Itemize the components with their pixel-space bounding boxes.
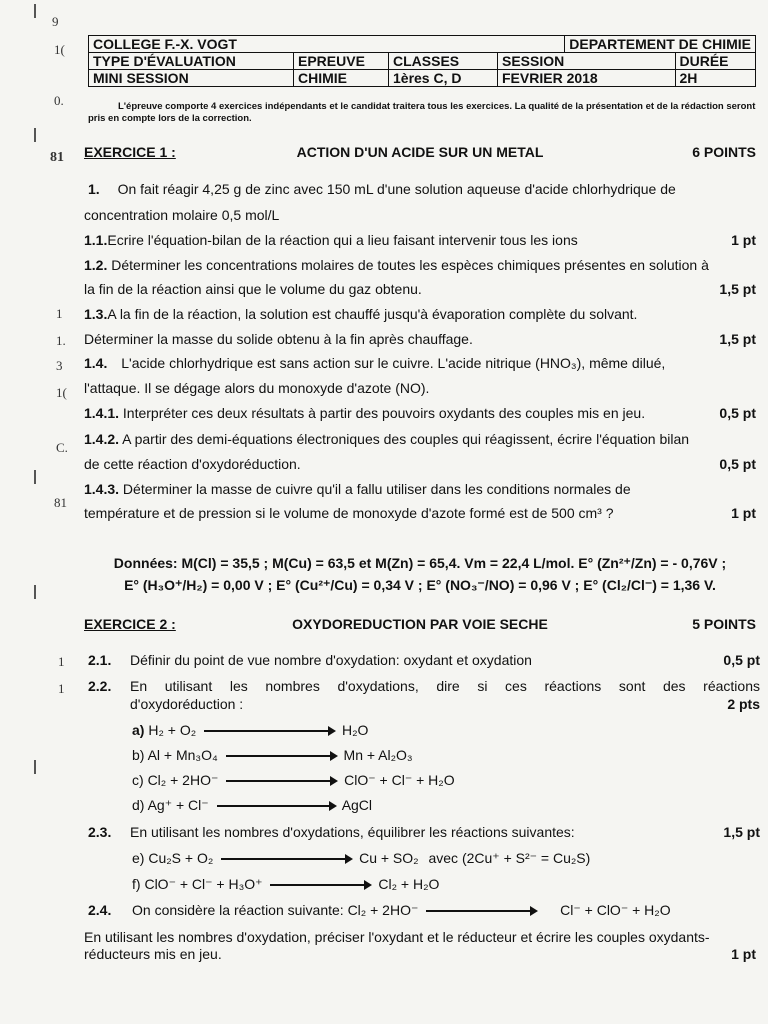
exercise-points: 5 POINTS <box>692 616 756 632</box>
margin-tick <box>34 4 36 18</box>
reaction-arrow <box>270 884 370 886</box>
question-number: 1.4.2. <box>84 431 120 447</box>
margin-mark: 9 <box>52 14 59 29</box>
question-text: On fait réagir 4,25 g de zinc avec 150 mL d'une solution aqueuse d'acide chlorhydrique de <box>117 181 676 197</box>
reaction-arrow <box>204 730 334 732</box>
question-text: Déterminer la masse du solide obtenu à la fin après chauffage. <box>84 331 473 347</box>
reaction-label: f) <box>132 876 141 892</box>
question-2-3-points: 1,5 pt <box>723 824 760 840</box>
margin-tick <box>34 470 36 484</box>
question-number: 1.2. <box>84 257 108 273</box>
header-cell: FEVRIER 2018 <box>498 70 676 87</box>
question-points: 1 pt <box>731 232 756 248</box>
reaction-arrow <box>217 805 335 807</box>
question-text: la fin de la réaction ainsi que le volume du gaz obtenu. <box>84 281 422 297</box>
header-cell: DURÉE <box>675 53 755 70</box>
header-cell: SESSION <box>498 53 676 70</box>
question-1-2 <box>84 255 756 275</box>
question-points: 1,5 pt <box>719 281 756 297</box>
reaction-reactants: Al + Mn₃O₄ <box>147 747 218 763</box>
question-2-4-text-2: En utilisant les nombres d'oxydation, préciser l'oxydant et le réducteur et écrire les couples oxydants- <box>84 929 710 945</box>
exam-header-table <box>88 35 756 87</box>
reaction-products: Cl₂ + H₂O <box>378 876 440 892</box>
question-number: 1.4. <box>84 355 108 371</box>
question-text: Déterminer les concentrations molaires de toutes les espèces chimiques présentes en solution à <box>111 257 709 273</box>
reaction-arrow <box>221 858 351 860</box>
question-1-3 <box>84 304 756 324</box>
question-1-4 <box>84 353 756 373</box>
exercise-points: 6 POINTS <box>692 144 756 160</box>
reaction-a <box>132 722 368 742</box>
header-cell: MINI SESSION <box>89 70 294 87</box>
question-1-2-cont <box>84 279 756 299</box>
exercise-1-heading <box>84 144 756 164</box>
question-points: 0,5 pt <box>719 456 756 472</box>
question-1-3-cont <box>84 329 756 349</box>
header-cell: CHIMIE <box>294 70 389 87</box>
question-1-cont: concentration molaire 0,5 mol/L <box>84 207 280 223</box>
question-1-1 <box>84 230 756 250</box>
question-text: Interpréter ces deux résultats à partir des pouvoirs oxydants des couples mis en jeu. <box>122 405 646 421</box>
exercise-number: EXERCICE 1 : <box>84 144 176 160</box>
question-1-4-3-cont <box>84 503 756 523</box>
exercise-number: EXERCICE 2 : <box>84 616 176 632</box>
reaction-products: AgCl <box>341 797 373 813</box>
reaction-arrow <box>226 780 336 782</box>
header-cell: 2H <box>675 70 755 87</box>
reaction-products: ClO⁻ + Cl⁻ + H₂O <box>344 772 455 788</box>
question-1-4-2-cont <box>84 454 756 474</box>
reaction-products: Cl⁻ + ClO⁻ + H₂O <box>560 902 671 918</box>
margin-mark: 0. <box>54 93 64 108</box>
reaction-label: e) <box>132 850 145 866</box>
reaction-reactants: Cu₂S + O₂ <box>148 850 214 866</box>
margin-mark: 1( <box>56 385 67 400</box>
margin-tick <box>34 585 36 599</box>
question-2-2-number: 2.2. <box>88 678 112 694</box>
question-points: 1 pt <box>731 946 756 962</box>
reaction-d <box>132 797 372 817</box>
exam-instructions: L'épreuve comporte 4 exercices indépendants et le candidat traitera tous les exercices. La qualité de la présentation et de la rédaction seront pris en compte lors de la correction. <box>88 101 756 124</box>
question-text: réducteurs mis en jeu. <box>84 946 222 962</box>
question-1-4-3 <box>84 479 756 499</box>
margin-mark: 81 <box>50 150 64 165</box>
question-1 <box>84 179 756 199</box>
question-1-4-cont: l'attaque. Il se dégage alors du monoxyde d'azote (NO). <box>84 380 430 396</box>
question-text: On considère la réaction suivante: Cl₂ + 2HO⁻ <box>132 902 419 918</box>
question-number: 1.4.1. <box>84 405 120 421</box>
question-2-1-text: Définir du point de vue nombre d'oxydation: oxydant et oxydation <box>130 652 532 668</box>
question-2-1-number: 2.1. <box>88 652 112 668</box>
exercise-title: OXYDOREDUCTION PAR VOIE SECHE <box>292 616 548 632</box>
question-points: 0,5 pt <box>719 405 756 421</box>
question-2-2-text: En utilisant les nombres d'oxydations, dire si ces réactions sont des réactions <box>130 678 760 694</box>
question-2-4-number: 2.4. <box>88 902 112 918</box>
reaction-products: H₂O <box>341 722 369 738</box>
reaction-products: Cu + SO₂ <box>359 850 419 866</box>
margin-mark: 1 <box>58 654 65 669</box>
margin-annotations <box>0 0 80 1024</box>
question-points: 1 pt <box>731 505 756 521</box>
reaction-label: a) <box>132 722 145 738</box>
question-2-2-text-cont: d'oxydoréduction : <box>130 696 244 712</box>
question-2-1-points: 0,5 pt <box>723 652 760 668</box>
margin-mark: 1 <box>58 681 65 696</box>
school-name: COLLEGE F.-X. VOGT <box>89 36 565 53</box>
question-2-4-line <box>132 902 671 922</box>
reaction-arrow <box>426 910 536 912</box>
reaction-b <box>132 747 413 767</box>
header-cell: EPREUVE <box>294 53 389 70</box>
question-2-3-text: En utilisant les nombres d'oxydations, équilibrer les réactions suivantes: <box>130 824 575 840</box>
exercise-title: ACTION D'UN ACIDE SUR UN METAL <box>296 144 544 160</box>
reaction-label: b) <box>132 747 145 763</box>
reaction-note: avec (2Cu⁺ + S²⁻ = Cu₂S) <box>428 850 591 866</box>
question-text: température et de pression si le volume de monoxyde d'azote formé est de 500 cm³ ? <box>84 505 614 521</box>
question-2-4-text-3 <box>84 944 756 964</box>
question-text: de cette réaction d'oxydoréduction. <box>84 456 301 472</box>
reaction-reactants: ClO⁻ + Cl⁻ + H₃O⁺ <box>144 876 263 892</box>
question-text: A partir des demi-équations électroniques des couples qui réagissent, écrire l'équation bilan <box>122 431 690 447</box>
margin-mark: 1( <box>54 42 65 57</box>
header-cell: TYPE D'ÉVALUATION <box>89 53 294 70</box>
margin-mark: 81 <box>54 495 67 510</box>
question-2-2-points: 2 pts <box>727 696 760 712</box>
reaction-label: d) <box>132 797 145 813</box>
question-1-4-1 <box>84 403 756 423</box>
department-name: DEPARTEMENT DE CHIMIE <box>565 36 756 53</box>
question-text: A la fin de la réaction, la solution est chauffé jusqu'à évaporation complète du solvant. <box>107 306 638 322</box>
margin-tick <box>34 128 36 142</box>
reaction-reactants: H₂ + O₂ <box>148 722 197 738</box>
reaction-f <box>132 876 439 896</box>
margin-mark: 3 <box>56 358 63 373</box>
question-number: 1.4.3. <box>84 481 120 497</box>
question-points: 1,5 pt <box>719 331 756 347</box>
question-2-3-number: 2.3. <box>88 824 112 840</box>
margin-mark: 1. <box>56 333 66 348</box>
question-text: Déterminer la masse de cuivre qu'il a fallu utiliser dans les conditions normales de <box>122 481 631 497</box>
reaction-products: Mn + Al₂O₃ <box>343 747 413 763</box>
reaction-reactants: Cl₂ + 2HO⁻ <box>147 772 219 788</box>
header-cell: 1ères C, D <box>389 70 498 87</box>
margin-mark: 1 <box>56 306 63 321</box>
reaction-e <box>132 850 590 870</box>
question-1-4-2 <box>84 429 756 449</box>
reaction-c <box>132 772 455 792</box>
question-text: Ecrire l'équation-bilan de la réaction qui a lieu faisant intervenir tous les ions <box>107 232 578 248</box>
data-line-2: E° (H₃O⁺/H₂) = 0,00 V ; E° (Cu²⁺/Cu) = 0,34 V ; E° (NO₃⁻/NO) = 0,96 V ; E° (Cl₂/Cl⁻) = 1,36 V. <box>124 577 716 593</box>
data-line-1: Données: M(Cl) = 35,5 ; M(Cu) = 63,5 et M(Zn) = 65,4. Vm = 22,4 L/mol. E° (Zn²⁺/Zn) = - 0,76V ; <box>113 555 727 571</box>
question-text: L'acide chlorhydrique est sans action sur le cuivre. L'acide nitrique (HNO₃), même dilué, <box>121 355 666 371</box>
margin-tick <box>34 760 36 774</box>
reaction-reactants: Ag⁺ + Cl⁻ <box>147 797 209 813</box>
exercise-2-heading <box>84 616 756 636</box>
margin-mark: C. <box>56 440 68 455</box>
reaction-arrow <box>226 755 336 757</box>
reaction-label: c) <box>132 772 144 788</box>
question-number: 1. <box>88 181 100 197</box>
question-number: 1.1. <box>84 232 108 248</box>
header-cell: CLASSES <box>389 53 498 70</box>
question-number: 1.3. <box>84 306 108 322</box>
